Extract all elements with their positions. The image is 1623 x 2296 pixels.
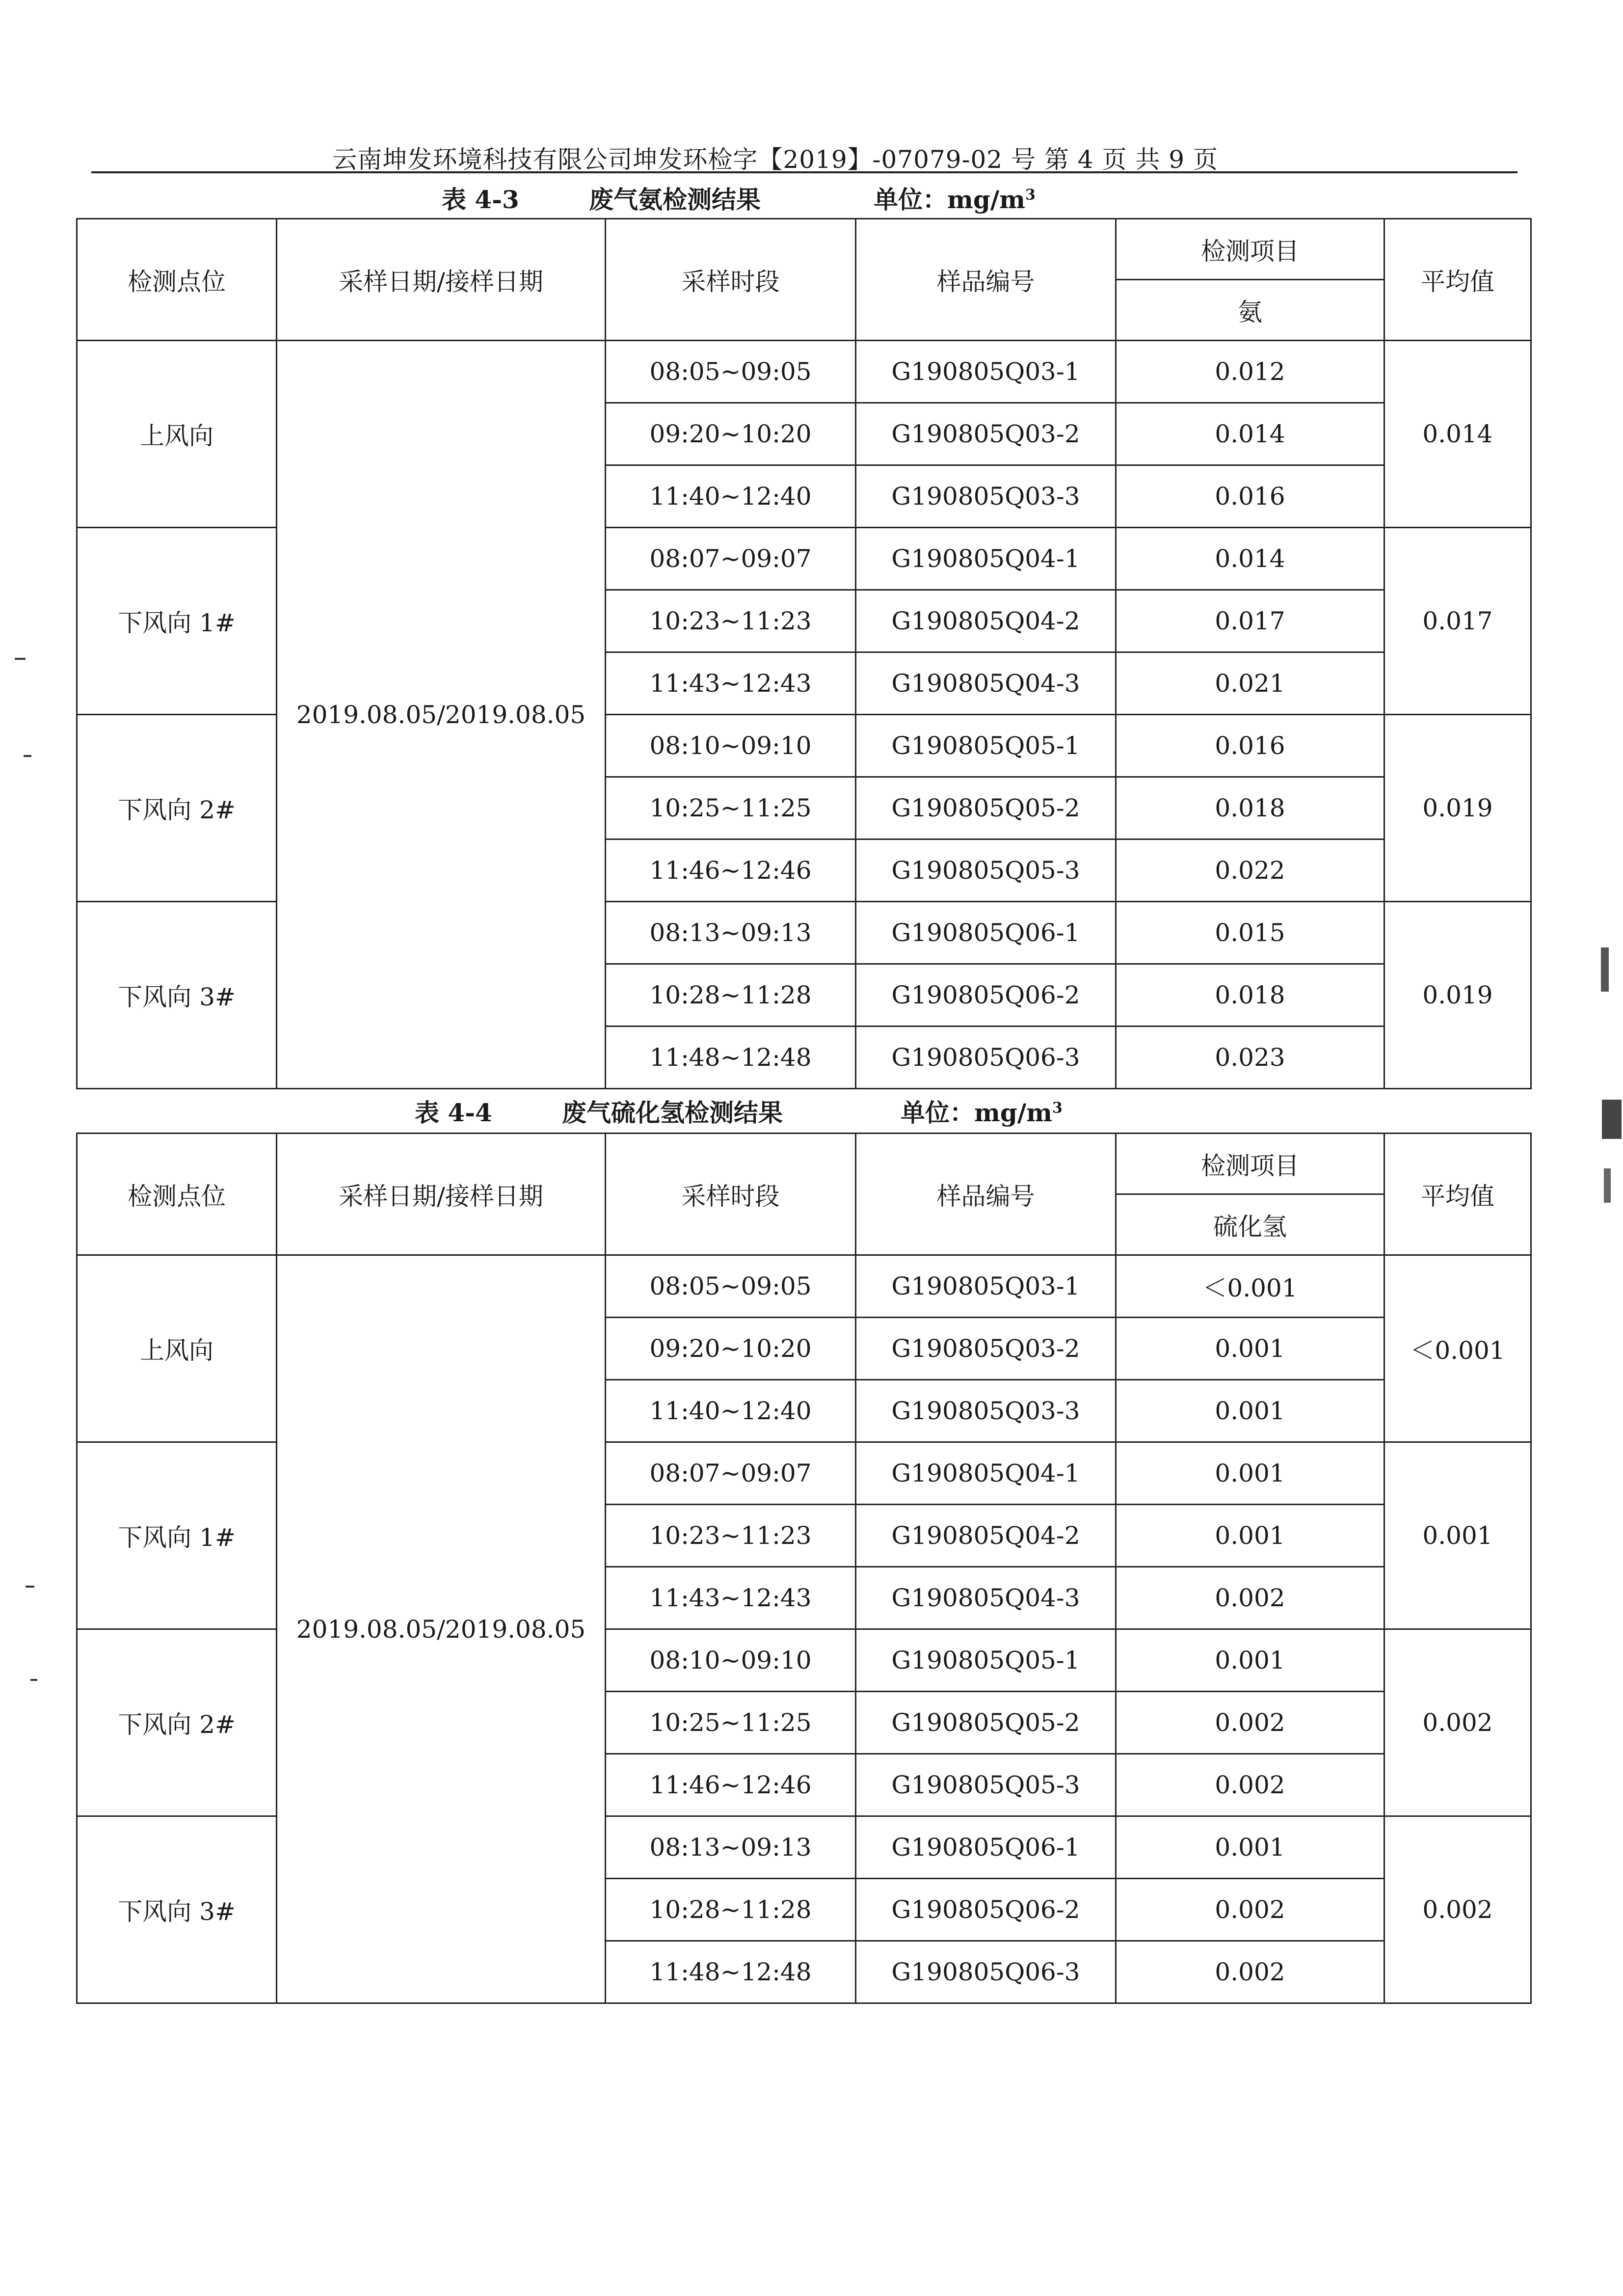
sampling-period-cell: 10:25~11:25 [606,1692,856,1754]
value-cell: 0.017 [1116,590,1384,652]
sample-id-cell: G190805Q03-3 [856,465,1116,528]
value-cell: 0.002 [1116,1567,1384,1629]
sampling-period-cell: 08:05~09:05 [606,341,856,403]
sample-id-cell: G190805Q04-1 [856,1442,1116,1505]
scan-mark [1601,947,1609,992]
average-cell: 0.019 [1384,902,1531,1089]
average-cell: 0.019 [1384,715,1531,902]
table-body [77,1134,1531,2003]
sampling-period-cell: 11:40~12:40 [606,1380,856,1442]
value-cell: 0.002 [1116,1879,1384,1941]
sample-id-cell: G190805Q06-3 [856,1941,1116,2003]
sampling-period-cell: 11:48~12:48 [606,1026,856,1089]
unit-label: 单位：mg/m [901,1098,1053,1127]
table-number: 表 4-3 [442,185,519,214]
sample-id-cell: G190805Q04-3 [856,652,1116,715]
header-location: 检测点位 [77,1134,277,1255]
location-cell: 下风向 3# [77,902,277,1089]
sample-id-cell: G190805Q04-2 [856,1505,1116,1567]
average-cell: 0.002 [1384,1816,1531,2003]
average-cell: 0.002 [1384,1629,1531,1816]
header-sampling-date: 采样日期/接样日期 [277,219,606,341]
value-cell: 0.023 [1116,1026,1384,1089]
value-cell: 0.002 [1116,1941,1384,2003]
sampling-date-cell: 2019.08.05/2019.08.05 [277,341,606,1089]
value-cell: 0.014 [1116,403,1384,465]
sampling-period-cell: 09:20~10:20 [606,1318,856,1380]
sampling-date-cell: 2019.08.05/2019.08.05 [277,1255,606,2003]
scan-mark [26,1586,34,1588]
table-body [77,219,1531,1089]
location-cell: 下风向 2# [77,715,277,902]
header-test-item: 检测项目 [1116,219,1384,280]
sampling-period-cell: 08:07~09:07 [606,1442,856,1505]
page-header [91,137,1517,173]
scan-mark [1602,1100,1622,1139]
sample-id-cell: G190805Q03-1 [856,341,1116,403]
scan-mark [1604,1168,1611,1203]
sampling-period-cell: 11:46~12:46 [606,839,856,902]
sampling-period-cell: 10:23~11:23 [606,1505,856,1567]
table-unit [874,180,1036,216]
report-reference: 云南坤发环境科技有限公司坤发环检字【2019】-07079-02 号 第 4 页 共 9 页 [332,145,1218,174]
sampling-period-cell: 10:28~11:28 [606,964,856,1026]
sampling-period-cell: 10:23~11:23 [606,590,856,652]
header-average: 平均值 [1384,219,1531,341]
value-cell: 0.018 [1116,777,1384,839]
sample-id-cell: G190805Q03-2 [856,403,1116,465]
header-average: 平均值 [1384,1134,1531,1255]
value-cell: 0.012 [1116,341,1384,403]
location-cell: 下风向 1# [77,1442,277,1629]
location-cell: 上风向 [77,1255,277,1442]
sample-id-cell: G190805Q05-3 [856,1754,1116,1816]
header-item-name: 氨 [1116,280,1384,341]
table-number: 表 4-4 [415,1098,492,1127]
header-sample-id: 样品编号 [856,219,1116,341]
average-cell: 0.001 [1384,1442,1531,1629]
sampling-period-cell: 08:07~09:07 [606,528,856,590]
sample-id-cell: G190805Q06-2 [856,964,1116,1026]
value-cell: 0.002 [1116,1754,1384,1816]
value-cell: 0.015 [1116,902,1384,964]
sample-id-cell: G190805Q03-2 [856,1318,1116,1380]
sampling-period-cell: 11:46~12:46 [606,1754,856,1816]
value-cell: 0.001 [1116,1816,1384,1879]
value-cell: 0.001 [1116,1629,1384,1692]
value-cell: 0.016 [1116,465,1384,528]
sample-id-cell: G190805Q05-2 [856,1692,1116,1754]
table-title: 废气氨检测结果 [589,185,761,214]
unit-label: 单位：mg/m [874,185,1026,214]
header-sample-id: 样品编号 [856,1134,1116,1255]
sampling-period-cell: 10:25~11:25 [606,777,856,839]
table-row [77,341,1531,403]
average-cell: 0.014 [1384,341,1531,528]
average-cell: ＜0.001 [1384,1255,1531,1442]
scan-mark [15,658,26,660]
value-cell: 0.001 [1116,1380,1384,1442]
unit-superscript: 3 [1052,1099,1063,1117]
sampling-period-cell: 11:40~12:40 [606,465,856,528]
sample-id-cell: G190805Q06-1 [856,1816,1116,1879]
header-location: 检测点位 [77,219,277,341]
sampling-period-cell: 08:05~09:05 [606,1255,856,1318]
sample-id-cell: G190805Q04-2 [856,590,1116,652]
sample-id-cell: G190805Q03-3 [856,1380,1116,1442]
value-cell: 0.021 [1116,652,1384,715]
location-cell: 下风向 2# [77,1629,277,1816]
header-row [77,219,1531,280]
scan-mark [30,1679,37,1681]
location-cell: 下风向 3# [77,1816,277,2003]
sample-id-cell: G190805Q05-1 [856,715,1116,777]
sampling-period-cell: 10:28~11:28 [606,1879,856,1941]
sample-id-cell: G190805Q04-3 [856,1567,1116,1629]
sampling-period-cell: 08:13~09:13 [606,1816,856,1879]
sampling-period-cell: 08:13~09:13 [606,902,856,964]
header-sampling-date: 采样日期/接样日期 [277,1134,606,1255]
table-title: 废气硫化氢检测结果 [562,1098,783,1127]
average-cell: 0.017 [1384,528,1531,715]
value-cell: 0.016 [1116,715,1384,777]
value-cell: 0.014 [1116,528,1384,590]
sampling-period-cell: 08:10~09:10 [606,715,856,777]
header-row [77,1134,1531,1194]
sample-id-cell: G190805Q06-1 [856,902,1116,964]
value-cell: ＜0.001 [1116,1255,1384,1318]
value-cell: 0.002 [1116,1692,1384,1754]
header-sampling-period: 采样时段 [606,1134,856,1255]
sampling-period-cell: 11:43~12:43 [606,652,856,715]
sampling-period-cell: 09:20~10:20 [606,403,856,465]
value-cell: 0.001 [1116,1442,1384,1505]
sampling-period-cell: 11:48~12:48 [606,1941,856,2003]
value-cell: 0.018 [1116,964,1384,1026]
sampling-period-cell: 08:10~09:10 [606,1629,856,1692]
sample-id-cell: G190805Q06-2 [856,1879,1116,1941]
header-sampling-period: 采样时段 [606,219,856,341]
sample-id-cell: G190805Q03-1 [856,1255,1116,1318]
scan-mark [24,755,31,757]
sample-id-cell: G190805Q05-2 [856,777,1116,839]
sampling-period-cell: 11:43~12:43 [606,1567,856,1629]
location-cell: 上风向 [77,341,277,528]
sample-id-cell: G190805Q05-3 [856,839,1116,902]
header-item-name: 硫化氢 [1116,1194,1384,1255]
sample-id-cell: G190805Q06-3 [856,1026,1116,1089]
ammonia-results-table [76,218,1532,1089]
sample-id-cell: G190805Q04-1 [856,528,1116,590]
header-test-item: 检测项目 [1116,1134,1384,1194]
hydrogen-sulfide-results-table [76,1133,1532,2004]
location-cell: 下风向 1# [77,528,277,715]
value-cell: 0.001 [1116,1318,1384,1380]
table-row [77,1255,1531,1318]
table-unit [901,1093,1063,1129]
value-cell: 0.001 [1116,1505,1384,1567]
value-cell: 0.022 [1116,839,1384,902]
sample-id-cell: G190805Q05-1 [856,1629,1116,1692]
unit-superscript: 3 [1025,186,1036,204]
